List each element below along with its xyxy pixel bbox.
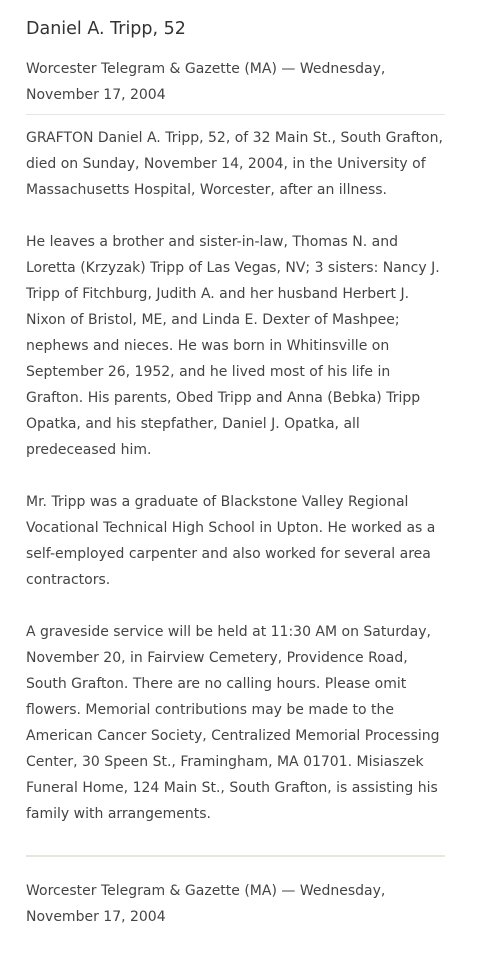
footer-date: November 17, 2004 xyxy=(26,909,166,925)
source-date: November 17, 2004 xyxy=(26,87,166,103)
paragraph-survivors: He leaves a brother and sister-in-law, Thomas N. and Loretta (Krzyzak) Tripp of Las Vegas, NV; 3 sisters: Nancy J. Tripp of Fitchburg, Judith A. and her husband Herbert J. Nixon of Bristol, ME, and Linda E. Dexter of Mashpee; nephews and nieces. He was born in Whitinsville on September 26, 1952, and he lived most of his life in Grafton. His parents, Obed Tripp and Anna (Bebka) Tripp Opatka, and his stepfather, Daniel J. Opatka, all predeceased him. xyxy=(26,234,440,458)
article-title: Daniel A. Tripp, 52 xyxy=(26,19,186,39)
footer-source xyxy=(26,878,445,930)
paragraph-service: A graveside service will be held at 11:30 AM on Saturday, November 20, in Fairview Cemetery, Providence Road, South Grafton. There are no calling hours. Please omit flowers. Memorial contributions may be made to the American Cancer Society, Centralized Memorial Processing Center, 30 Speen St., Framingham, MA 01701. Misiaszek Funeral Home, 124 Main St., South Grafton, is assisting his family with arrangements. xyxy=(26,624,440,822)
article-body xyxy=(26,125,445,827)
footer-publication: Worcester Telegram & Gazette (MA) — Wednesday, xyxy=(26,883,386,899)
source-publication: Worcester Telegram & Gazette (MA) — Wednesday, xyxy=(26,61,386,77)
header-divider xyxy=(26,114,445,115)
article-source xyxy=(26,56,445,108)
paragraph-death-notice: GRAFTON Daniel A. Tripp, 52, of 32 Main St., South Grafton, died on Sunday, November 14, 2004, in the University of Massachusetts Hospital, Worcester, after an illness. xyxy=(26,130,443,198)
paragraph-career: Mr. Tripp was a graduate of Blackstone Valley Regional Vocational Technical High School in Upton. He worked as a self-employed carpenter and also worked for several area contractors. xyxy=(26,494,436,588)
footer-divider xyxy=(26,855,445,857)
